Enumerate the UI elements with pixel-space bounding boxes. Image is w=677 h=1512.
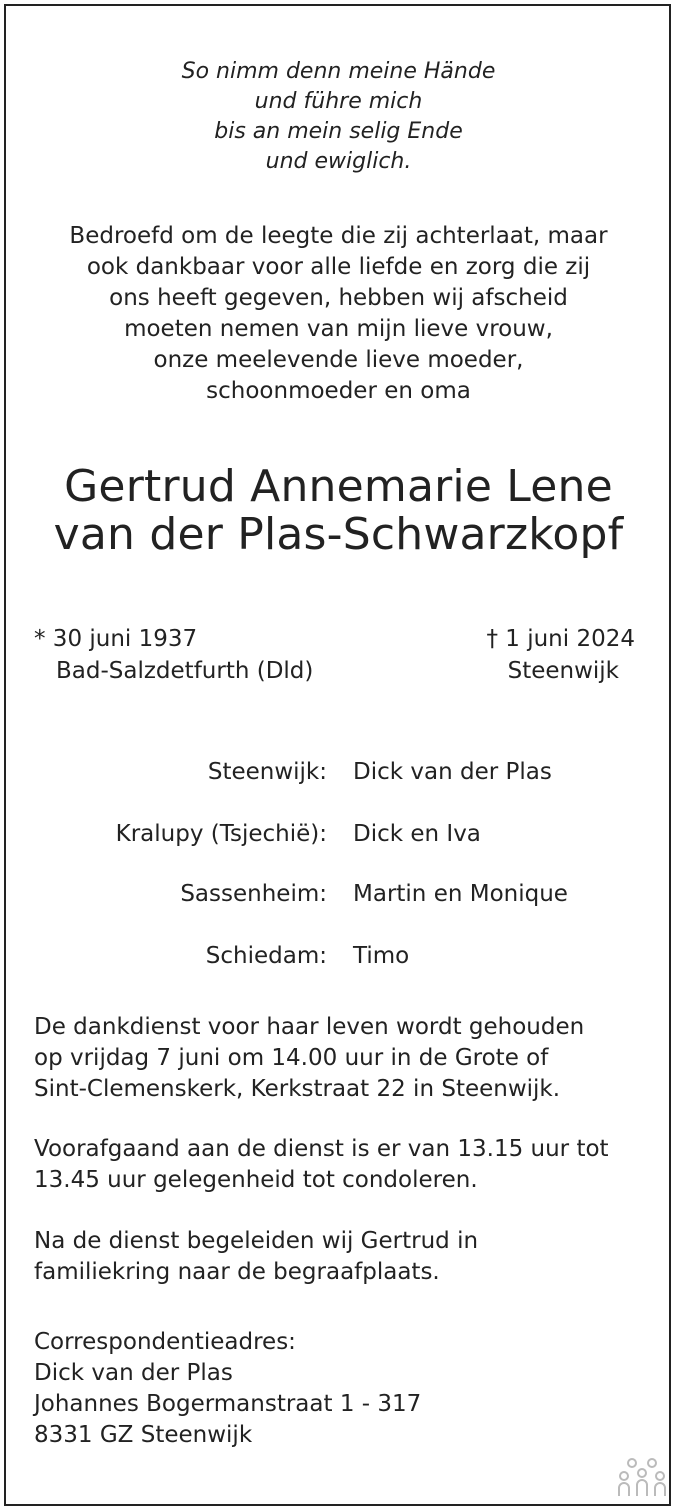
intro-line: schoonmoeder en oma bbox=[206, 378, 471, 404]
service-line: De dankdienst voor haar leven wordt gehouden bbox=[34, 1014, 585, 1040]
intro-line: ook dankbaar voor alle liefde en zorg die zij bbox=[86, 254, 591, 280]
death-date: † 1 juni 2024 bbox=[486, 626, 635, 652]
family-names: Dick en Iva bbox=[353, 821, 481, 847]
correspondence-name: Dick van der Plas bbox=[34, 1360, 233, 1386]
family-place: Sassenheim: bbox=[180, 881, 327, 907]
intro-line: onze meelevende lieve moeder, bbox=[153, 347, 524, 373]
poem-line: und ewiglich. bbox=[265, 149, 412, 174]
family-names: Timo bbox=[353, 943, 410, 969]
intro-line: moeten nemen van mijn lieve vrouw, bbox=[124, 316, 553, 342]
burial-line: Na de dienst begeleiden wij Gertrud in bbox=[34, 1228, 479, 1254]
intro-line: Bedroefd om de leegte die zij achterlaat, maar bbox=[69, 223, 608, 249]
birth-date: * 30 juni 1937 bbox=[34, 626, 198, 652]
poem-line: So nimm denn meine Hände bbox=[181, 59, 496, 84]
family-place: Schiedam: bbox=[205, 943, 327, 969]
poem-line: bis an mein selig Ende bbox=[214, 119, 463, 144]
deceased-surname: van der Plas-Schwarzkopf bbox=[53, 509, 624, 560]
condolence-line: 13.45 uur gelegenheid tot condoleren. bbox=[34, 1167, 478, 1193]
intro-line: ons heeft gegeven, hebben wij afscheid bbox=[109, 285, 568, 311]
service-line: op vrijdag 7 juni om 14.00 uur in de Grote of bbox=[34, 1045, 549, 1071]
condolence-line: Voorafgaand aan de dienst is er van 13.15 uur tot bbox=[34, 1136, 609, 1162]
family-names: Dick van der Plas bbox=[353, 759, 552, 785]
family-names: Martin en Monique bbox=[353, 881, 568, 907]
people-group-icon bbox=[618, 1454, 666, 1498]
birth-place: Bad-Salzdetfurth (Dld) bbox=[56, 658, 314, 684]
correspondence-street: Johannes Bogermanstraat 1 - 317 bbox=[34, 1391, 422, 1417]
family-place: Steenwijk: bbox=[207, 759, 327, 785]
poem-line: und führe mich bbox=[254, 89, 423, 114]
family-place: Kralupy (Tsjechië): bbox=[115, 821, 327, 847]
burial-line: familiekring naar de begraafplaats. bbox=[34, 1259, 440, 1285]
correspondence-label: Correspondentieadres: bbox=[34, 1329, 296, 1355]
correspondence-city: 8331 GZ Steenwijk bbox=[34, 1422, 253, 1448]
death-place: Steenwijk bbox=[507, 658, 619, 684]
service-line: Sint-Clemenskerk, Kerkstraat 22 in Steenwijk. bbox=[34, 1076, 561, 1102]
deceased-name: Gertrud Annemarie Lene bbox=[64, 461, 613, 512]
